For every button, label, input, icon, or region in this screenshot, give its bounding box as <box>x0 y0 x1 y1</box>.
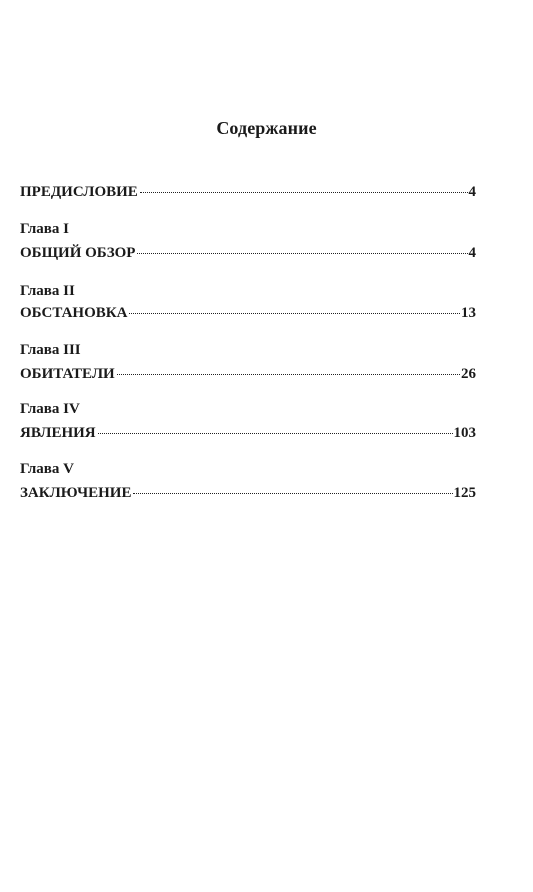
dot-leader <box>133 493 452 494</box>
toc-entry-chapter-1[interactable] <box>20 245 476 262</box>
toc-entry-chapter-5[interactable] <box>20 485 476 502</box>
toc-entry-title: ПРЕДИСЛОВИЕ <box>20 184 138 200</box>
toc-entry-chapter-4[interactable] <box>20 425 476 442</box>
dot-leader <box>129 313 460 314</box>
toc-page-number: 13 <box>461 305 476 321</box>
toc-entry-title: ОБИТАТЕЛИ <box>20 366 115 382</box>
toc-entry-title: ОБСТАНОВКА <box>20 305 128 321</box>
toc-entry-preface[interactable] <box>20 184 476 201</box>
dot-leader <box>117 374 460 375</box>
chapter-label: Глава III <box>20 342 81 358</box>
dot-leader <box>137 253 467 254</box>
chapter-label: Глава IV <box>20 401 80 417</box>
toc-page-number: 4 <box>468 184 476 200</box>
chapter-label: Глава V <box>20 461 74 477</box>
toc-entry-title: ЯВЛЕНИЯ <box>20 425 96 441</box>
toc-entry-title: ОБЩИЙ ОБЗОР <box>20 245 136 261</box>
chapter-label: Глава I <box>20 221 69 237</box>
toc-page-number: 103 <box>453 425 476 441</box>
toc-entry-chapter-3[interactable] <box>20 366 476 383</box>
toc-page-number: 125 <box>453 485 476 501</box>
toc-entry-chapter-2[interactable] <box>20 305 476 322</box>
dot-leader <box>98 433 453 434</box>
toc-page-number: 26 <box>461 366 476 382</box>
chapter-label: Глава II <box>20 283 75 299</box>
page-title: Содержание <box>216 118 317 138</box>
toc-page-number: 4 <box>468 245 476 261</box>
toc-entry-title: ЗАКЛЮЧЕНИЕ <box>20 485 132 501</box>
dot-leader <box>140 192 468 193</box>
